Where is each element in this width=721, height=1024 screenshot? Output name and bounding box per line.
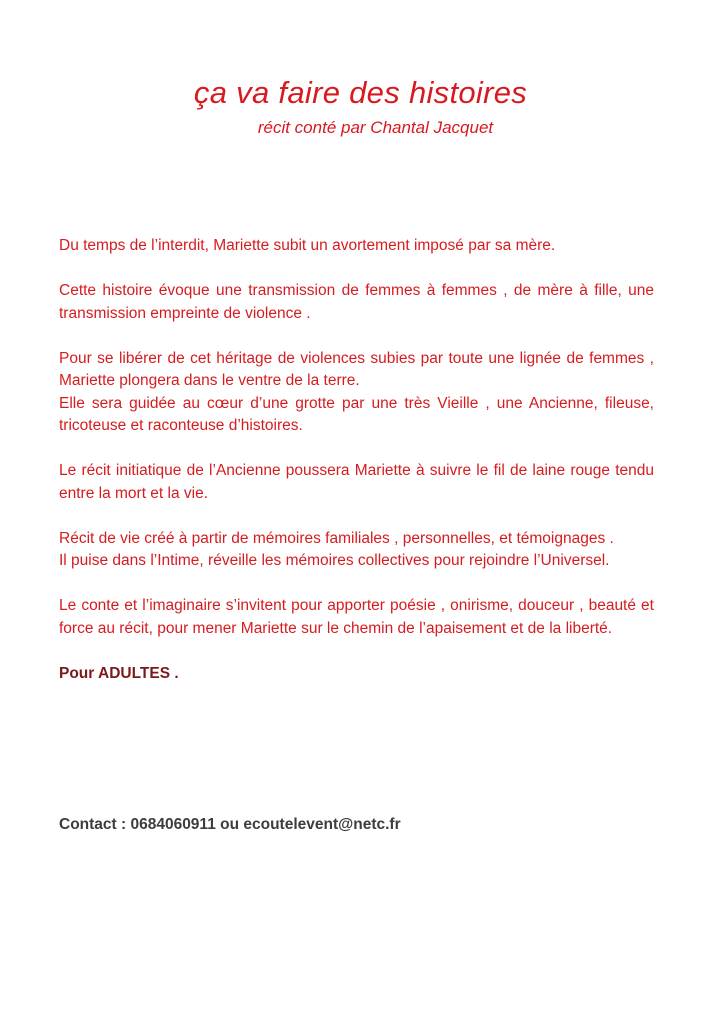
document-title: ça va faire des histoires <box>193 75 528 110</box>
paragraph-line: Cette histoire évoque une transmission de femmes à femmes , de mère à fille, une transmission empreinte de violence . <box>59 282 654 322</box>
document-body <box>59 235 654 685</box>
paragraph <box>59 595 654 640</box>
paragraph-line: Le récit initiatique de l’Ancienne poussera Mariette à suivre le fil de laine rouge tendu entre la mort et la vie. <box>59 462 654 502</box>
paragraph-line: Elle sera guidée au cœur d’une grotte par une très Vieille , une Ancienne, fileuse, tricoteuse et raconteuse d’histoires. <box>59 394 654 434</box>
paragraph-line: Récit de vie créé à partir de mémoires familiales , personnelles, et témoignages . <box>59 529 614 547</box>
contact-info: Contact : 0684060911 ou ecoutelevent@netc.fr <box>59 816 401 833</box>
paragraph-line: Il puise dans l’Intime, réveille les mémoires collectives pour rejoindre l’Universel. <box>59 552 610 569</box>
paragraph-line: Le conte et l’imaginaire s’invitent pour apporter poésie , onirisme, douceur , beauté et force au récit, pour mener Mariette sur le chemin de l’apaisement et de la liberté. <box>59 597 654 637</box>
document-subtitle: récit conté par Chantal Jacquet <box>257 118 494 137</box>
paragraph-line: Du temps de l’interdit, Mariette subit un avortement imposé par sa mère. <box>59 237 556 254</box>
paragraph <box>59 348 654 438</box>
paragraph <box>59 280 654 325</box>
paragraph-line: Pour se libérer de cet héritage de violences subies par toute une lignée de femmes , Mariette plongera dans le ventre de la terre. <box>59 349 654 389</box>
paragraph <box>59 528 654 573</box>
audience-note: Pour ADULTES . <box>59 664 179 682</box>
paragraph <box>59 235 654 258</box>
paragraph <box>59 460 654 505</box>
